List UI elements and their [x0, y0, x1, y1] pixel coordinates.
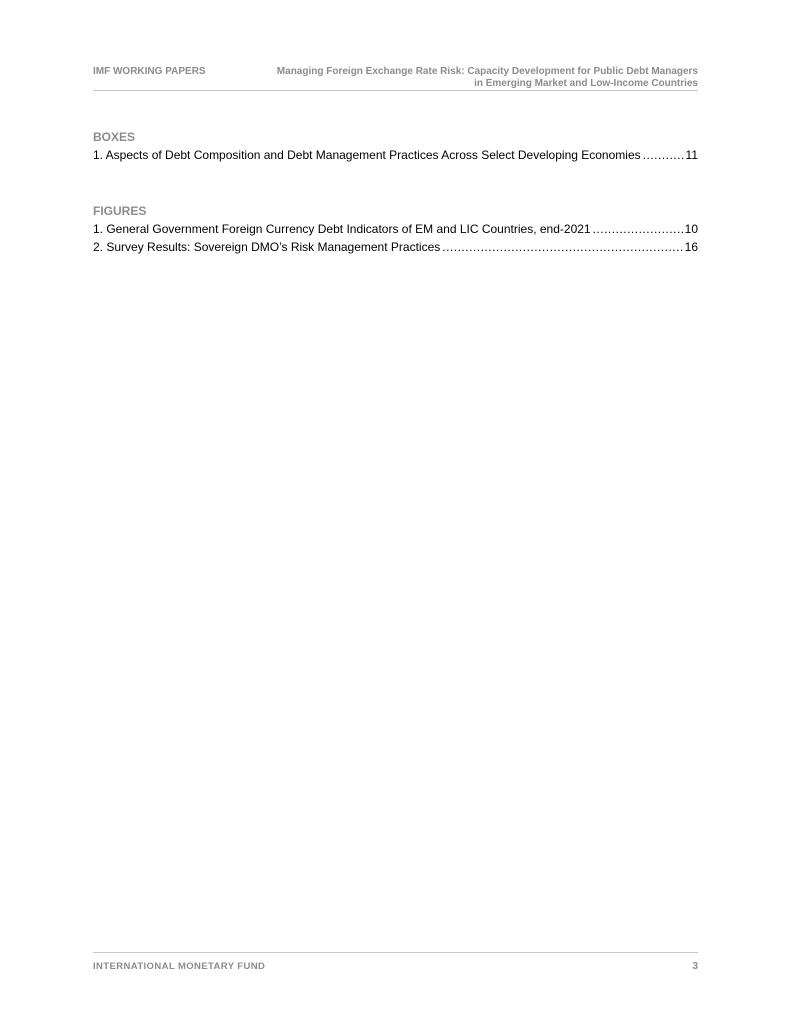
toc-entry-figure-1[interactable] — [93, 220, 698, 238]
footer-organization: INTERNATIONAL MONETARY FUND — [93, 961, 266, 972]
toc-entry-page: 10 — [684, 222, 698, 236]
figures-section — [93, 203, 698, 256]
toc-entry-box-1[interactable] — [93, 146, 698, 164]
footer-page-number: 3 — [692, 961, 698, 972]
running-header — [93, 66, 698, 91]
dot-leader — [643, 146, 684, 164]
toc-entry-figure-2[interactable] — [93, 238, 698, 256]
toc-entry-text: 1. Aspects of Debt Composition and Debt Management Practices Across Select Developing Economies — [93, 148, 641, 162]
toc-entry-text: 2. Survey Results: Sovereign DMO’s Risk Management Practices — [93, 240, 441, 254]
header-title-line-2: in Emerging Market and Low-Income Countries — [474, 77, 698, 89]
toc-entry-page: 11 — [685, 148, 698, 162]
running-footer — [93, 952, 698, 973]
header-series-label: IMF WORKING PAPERS — [93, 66, 206, 77]
boxes-heading: BOXES — [93, 130, 136, 144]
dot-leader — [442, 238, 682, 256]
header-title-line-1: Managing Foreign Exchange Rate Risk: Capacity Development for Public Debt Managers — [276, 66, 698, 77]
header-paper-title — [277, 66, 698, 89]
toc-entry-text: 1. General Government Foreign Currency Debt Indicators of EM and LIC Countries, end-2021 — [93, 222, 591, 236]
dot-leader — [593, 220, 683, 238]
figures-heading: FIGURES — [93, 204, 147, 218]
toc-entry-page: 16 — [684, 240, 698, 254]
boxes-section — [93, 129, 698, 164]
